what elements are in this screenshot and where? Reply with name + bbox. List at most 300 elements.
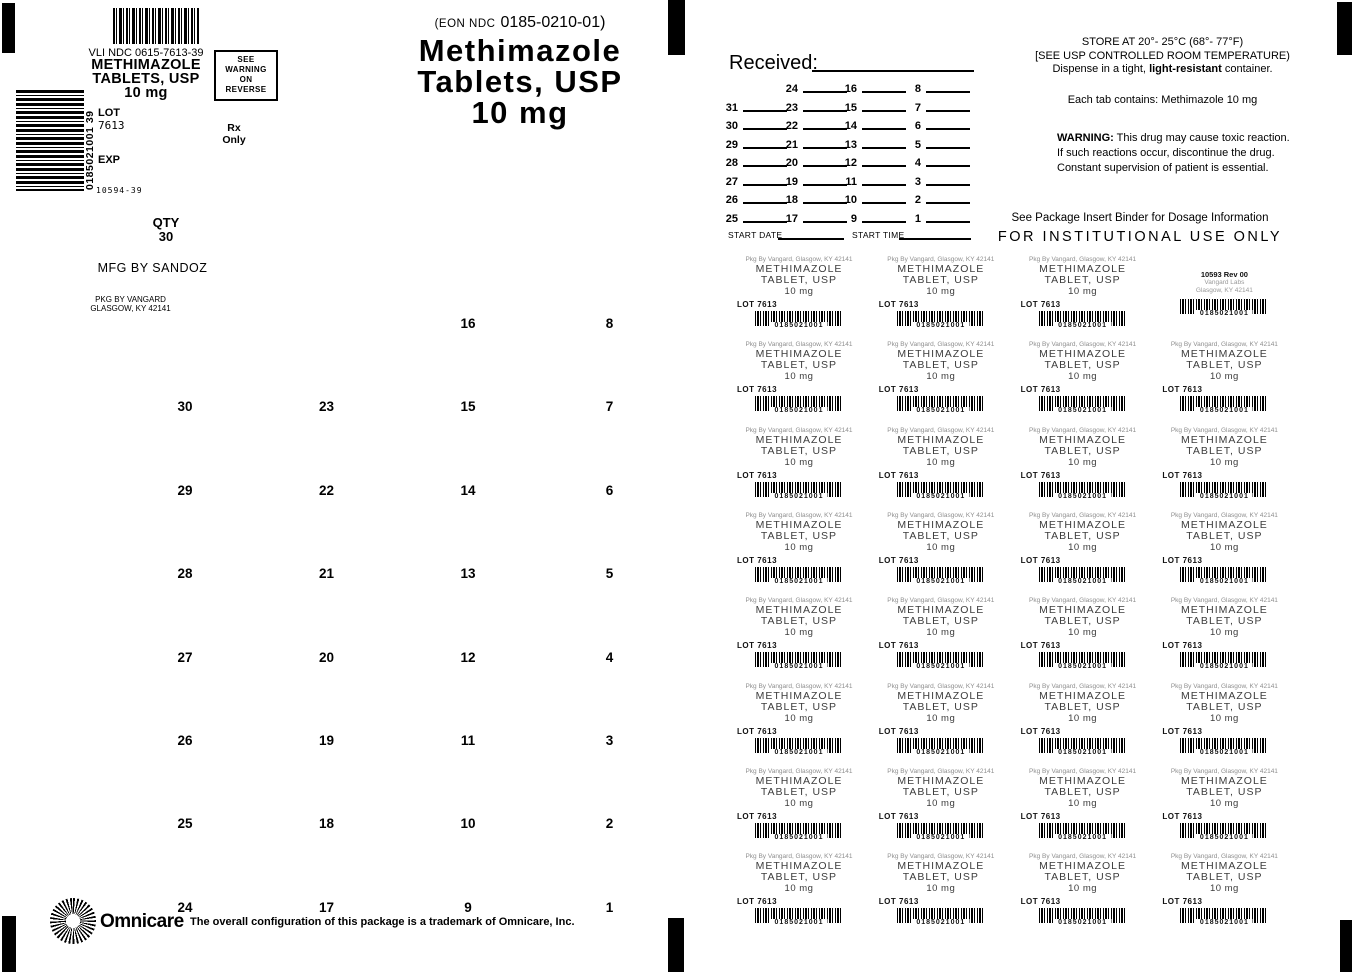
unit-strength: 10 mg — [784, 712, 814, 724]
unit-barcode-number: 0185021001 — [1196, 493, 1253, 501]
unit-barcode — [1180, 299, 1268, 317]
unit-strength: 10 mg — [926, 456, 956, 468]
unit-barcode-number: 0185021001 — [1054, 578, 1111, 586]
unit-drug-name2: TABLET, USP — [1186, 785, 1263, 798]
unit-barcode — [1180, 567, 1268, 585]
calendar-day-number: 14 — [844, 120, 857, 132]
unit-pkg-line: Pkg By Vangard, Glasgow, KY 42141 — [1170, 341, 1278, 349]
unit-strength: 10 mg — [784, 286, 814, 297]
received-blank-line — [812, 70, 974, 72]
unit-pkg-line: Pkg By Vangard, Glasgow, KY 42141 — [1029, 341, 1137, 349]
unit-barcode — [1039, 738, 1127, 756]
unit-label — [875, 511, 1007, 585]
unit-barcode — [897, 482, 985, 500]
see-warning-box — [214, 50, 278, 101]
page-title-line2: Tablets, USP — [417, 64, 623, 99]
unit-lot-line: LOT 7613 — [878, 470, 919, 480]
unit-strength: 10 mg — [1209, 712, 1239, 724]
calendar-day — [899, 195, 970, 206]
calendar-day — [899, 177, 970, 188]
unit-drug-name2: TABLET, USP — [902, 529, 979, 542]
unit-strength: 10 mg — [1068, 883, 1098, 895]
unit-pkg-line: Pkg By Vangard, Glasgow, KY 42141 — [887, 767, 995, 775]
unit-drug-name2: TABLET, USP — [902, 359, 979, 372]
unit-barcode — [1039, 908, 1127, 927]
unit-drug-name2: TABLET, USP — [902, 700, 979, 713]
unit-barcode-number: 0185021001 — [1196, 578, 1253, 586]
calendar-day — [899, 158, 970, 169]
pkg-line1: PKG BY VANGARD — [95, 295, 166, 304]
unit-drug-name2: TABLET, USP — [1044, 444, 1121, 457]
dispense-line: Dispense in a tight, light-resistant container. — [1052, 63, 1273, 75]
rev-code-line: 10593 Rev 00 — [1200, 270, 1248, 279]
mfg-line: MFG BY SANDOZ — [97, 261, 208, 275]
unit-strength: 10 mg — [784, 371, 814, 383]
unit-drug-name1: METHIMAZOLE — [755, 348, 843, 361]
day-number: 8 — [605, 316, 614, 331]
day-number: 18 — [318, 816, 335, 832]
warning-label: WARNING: — [1057, 132, 1114, 144]
unit-strength: 10 mg — [1209, 797, 1239, 809]
unit-drug-name1: METHIMAZOLE — [897, 774, 985, 787]
unit-label — [1158, 853, 1290, 927]
lot-value: 7613 — [98, 119, 125, 132]
day-number: 3 — [605, 733, 614, 748]
unit-pkg-line: Pkg By Vangard, Glasgow, KY 42141 — [745, 426, 853, 434]
unit-drug-name1: METHIMAZOLE — [1180, 518, 1268, 531]
calendar-day — [899, 103, 970, 114]
day-number: 5 — [605, 566, 614, 582]
unit-label — [1158, 511, 1290, 585]
unit-pkg-line: Pkg By Vangard, Glasgow, KY 42141 — [745, 853, 853, 861]
unit-drug-name1: METHIMAZOLE — [1039, 689, 1127, 702]
unit-drug-name2: TABLET, USP — [902, 274, 979, 286]
calendar-day-number: 3 — [914, 175, 921, 188]
unit-barcode — [1180, 396, 1268, 415]
calendar-day-number: 22 — [785, 120, 798, 132]
unit-drug-name1: METHIMAZOLE — [897, 348, 985, 361]
unit-barcode — [1180, 738, 1268, 756]
calendar-day-number: 12 — [844, 157, 857, 169]
day-number: 6 — [605, 482, 614, 498]
start-time-blank-line — [899, 238, 971, 240]
unit-pkg-line: Pkg By Vangard, Glasgow, KY 42141 — [745, 256, 853, 263]
unit-pkg-line: Pkg By Vangard, Glasgow, KY 42141 — [745, 767, 853, 775]
unit-barcode — [1039, 652, 1127, 671]
calendar-day — [835, 103, 906, 114]
unit-lot-line: LOT 7613 — [878, 726, 919, 736]
unit-lot-line: LOT 7613 — [737, 897, 778, 907]
unit-drug-name2: TABLET, USP — [1186, 359, 1263, 372]
unit-barcode-number: 0185021001 — [771, 919, 828, 927]
unit-pkg-line: Pkg By Vangard, Glasgow, KY 42141 — [1029, 597, 1137, 605]
calendar-day — [835, 158, 906, 169]
unit-drug-name1: METHIMAZOLE — [755, 433, 843, 446]
unit-lot-line: LOT 7613 — [1020, 300, 1061, 309]
calendar-day — [899, 140, 970, 151]
unit-label — [1158, 341, 1290, 415]
day-number: 22 — [318, 482, 335, 498]
unit-drug-name1: METHIMAZOLE — [755, 860, 843, 873]
unit-barcode-number: 0185021001 — [1054, 749, 1111, 757]
day-number: 28 — [177, 566, 193, 582]
unit-label — [733, 511, 865, 585]
exp-label: EXP — [98, 154, 121, 166]
calendar-blank-line — [926, 184, 970, 186]
calendar-day — [835, 214, 906, 225]
unit-drug-name1: METHIMAZOLE — [897, 433, 985, 446]
unit-drug-name1: METHIMAZOLE — [755, 689, 843, 702]
unit-label — [733, 597, 865, 671]
unit-lot-line: LOT 7613 — [737, 726, 778, 736]
unit-drug-name2: TABLET, USP — [1044, 785, 1121, 798]
calendar-day-number: 26 — [725, 194, 738, 206]
unit-drug-name1: METHIMAZOLE — [755, 604, 843, 617]
unit-barcode-number: 0185021001 — [912, 749, 969, 757]
unit-drug-name2: TABLET, USP — [1186, 700, 1263, 713]
unit-drug-name1: METHIMAZOLE — [897, 604, 985, 617]
unit-barcode-number: 0185021001 — [1054, 322, 1111, 330]
unit-barcode-number: 0185021001 — [912, 578, 969, 586]
unit-lot-line: LOT 7613 — [878, 811, 919, 821]
registration-mark — [668, 918, 684, 972]
unit-drug-name2: TABLET, USP — [902, 871, 979, 884]
rev-labs-line: Vangard Labs — [1204, 279, 1245, 286]
day-number: 29 — [177, 482, 193, 498]
unit-label — [1158, 597, 1290, 671]
unit-drug-name1: METHIMAZOLE — [1039, 433, 1127, 446]
day-number: 1 — [605, 899, 614, 915]
calendar-day-number: 4 — [914, 157, 921, 169]
day-number: 2 — [605, 816, 614, 832]
unit-drug-name2: TABLET, USP — [902, 785, 979, 798]
unit-strength: 10 mg — [784, 797, 814, 809]
calendar-day-number: 16 — [844, 83, 857, 95]
unit-label — [875, 853, 1007, 927]
day-number: 17 — [318, 899, 335, 915]
unit-drug-name2: TABLET, USP — [760, 615, 838, 628]
day-number: 13 — [460, 566, 476, 582]
unit-lot-line: LOT 7613 — [737, 300, 778, 309]
unit-barcode-number: 0185021001 — [771, 407, 828, 415]
calendar-blank-line — [926, 165, 970, 167]
unit-lot-line: LOT 7613 — [737, 385, 778, 395]
received-label: Received: — [729, 52, 818, 74]
calendar-day-number: 25 — [725, 212, 738, 225]
unit-barcode — [1180, 482, 1268, 500]
unit-drug-name2: TABLET, USP — [902, 444, 979, 457]
unit-strength: 10 mg — [1209, 456, 1239, 468]
unit-barcode-number: 0185021001 — [1196, 919, 1253, 927]
unit-pkg-line: Pkg By Vangard, Glasgow, KY 42141 — [1029, 853, 1137, 861]
page-title-line3: 10 mg — [471, 95, 569, 130]
unit-barcode-number: 0185021001 — [1196, 834, 1253, 842]
unit-barcode — [897, 311, 985, 329]
rev-city-line: Glasgow, KY 42141 — [1195, 287, 1253, 294]
unit-pkg-line: Pkg By Vangard, Glasgow, KY 42141 — [887, 341, 995, 349]
unit-drug-name2: TABLET, USP — [1186, 615, 1263, 628]
unit-pkg-line: Pkg By Vangard, Glasgow, KY 42141 — [1170, 426, 1278, 434]
upc-barcode — [113, 8, 199, 44]
unit-pkg-line: Pkg By Vangard, Glasgow, KY 42141 — [1029, 682, 1137, 690]
unit-strength: 10 mg — [1068, 712, 1098, 724]
unit-barcode-number: 0185021001 — [912, 834, 969, 842]
unit-lot-line: LOT 7613 — [1162, 811, 1203, 821]
day-number: 9 — [464, 899, 472, 915]
calendar-day-number: 20 — [785, 157, 798, 169]
calendar-day — [835, 121, 906, 132]
unit-label — [875, 426, 1007, 500]
unit-drug-name2: TABLET, USP — [902, 615, 979, 628]
unit-pkg-line: Pkg By Vangard, Glasgow, KY 42141 — [1170, 511, 1278, 519]
unit-lot-line: LOT 7613 — [878, 300, 919, 309]
unit-strength: 10 mg — [926, 627, 956, 639]
unit-label — [1017, 853, 1149, 927]
calendar-day-number: 11 — [845, 175, 857, 188]
unit-lot-line: LOT 7613 — [878, 641, 919, 651]
unit-strength: 10 mg — [926, 883, 956, 895]
calendar-blank-line — [926, 110, 970, 112]
unit-pkg-line: Pkg By Vangard, Glasgow, KY 42141 — [745, 511, 853, 519]
warning-box-line: SEE — [237, 55, 255, 64]
unit-label — [1017, 256, 1149, 329]
unit-label — [875, 256, 1007, 329]
unit-lot-line: LOT 7613 — [1162, 641, 1203, 651]
plate-code: 10594-39 — [96, 186, 143, 195]
unit-lot-line: LOT 7613 — [1020, 555, 1061, 565]
calendar-day-number: 15 — [844, 101, 857, 114]
unit-lot-line: LOT 7613 — [1020, 641, 1061, 651]
unit-strength: 10 mg — [1068, 371, 1098, 383]
drug-strength: 10 mg — [124, 85, 168, 101]
unit-label — [875, 682, 1007, 756]
registration-mark — [1337, 2, 1352, 55]
calendar-day-number: 2 — [914, 194, 921, 206]
unit-strength: 10 mg — [1068, 541, 1098, 553]
unit-barcode — [755, 908, 843, 927]
qty-value: 30 — [158, 229, 174, 244]
institutional-line: FOR INSTITUTIONAL USE ONLY — [997, 229, 1283, 245]
day-number: 7 — [605, 399, 614, 415]
unit-barcode — [755, 311, 843, 329]
unit-barcode — [1180, 823, 1268, 841]
unit-strength: 10 mg — [926, 712, 956, 724]
unit-label — [1158, 426, 1290, 500]
unit-label — [1017, 426, 1149, 500]
unit-label — [733, 853, 865, 927]
unit-drug-name1: METHIMAZOLE — [1180, 604, 1268, 617]
unit-drug-name2: TABLET, USP — [1044, 700, 1121, 713]
calendar-day — [899, 84, 970, 95]
calendar-day-number: 21 — [785, 138, 798, 151]
warning-box-line: REVERSE — [225, 85, 267, 94]
unit-lot-line: LOT 7613 — [878, 385, 919, 395]
unit-drug-name1: METHIMAZOLE — [1180, 433, 1268, 446]
calendar-day — [899, 121, 970, 132]
unit-strength: 10 mg — [784, 456, 814, 468]
contains-line: Each tab contains: Methimazole 10 mg — [1067, 94, 1258, 106]
start-date-label: START DATE — [728, 230, 783, 240]
unit-drug-name2: TABLET, USP — [760, 274, 838, 286]
unit-barcode-number: 0185021001 — [771, 834, 828, 842]
unit-label — [1017, 767, 1149, 841]
unit-barcode — [1039, 823, 1127, 841]
unit-drug-name2: TABLET, USP — [1044, 359, 1121, 372]
unit-barcode-number: 0185021001 — [1054, 493, 1111, 501]
calendar-blank-line — [926, 91, 970, 93]
unit-label — [875, 597, 1007, 671]
unit-drug-name2: TABLET, USP — [1044, 871, 1121, 884]
rx-line1: Rx — [227, 122, 241, 134]
unit-drug-name1: METHIMAZOLE — [1039, 604, 1127, 617]
unit-drug-name2: TABLET, USP — [760, 871, 838, 884]
unit-pkg-line: Pkg By Vangard, Glasgow, KY 42141 — [1170, 767, 1278, 775]
calendar-day-number: 1 — [914, 212, 921, 225]
unit-drug-name2: TABLET, USP — [1044, 615, 1121, 628]
unit-pkg-line: Pkg By Vangard, Glasgow, KY 42141 — [887, 426, 995, 434]
unit-label — [733, 426, 865, 500]
calendar-day — [899, 214, 970, 225]
unit-drug-name1: METHIMAZOLE — [1180, 774, 1268, 787]
unit-drug-name1: METHIMAZOLE — [897, 263, 985, 275]
day-number: 14 — [460, 482, 476, 498]
unit-label — [1017, 682, 1149, 756]
unit-pkg-line: Pkg By Vangard, Glasgow, KY 42141 — [1170, 682, 1278, 690]
unit-strength: 10 mg — [926, 797, 956, 809]
calendar-day-number: 5 — [914, 138, 921, 151]
unit-barcode-number: 0185021001 — [771, 322, 828, 330]
day-number: 21 — [318, 566, 335, 582]
unit-drug-name1: METHIMAZOLE — [1180, 348, 1268, 361]
storage-line2: [SEE USP CONTROLLED ROOM TEMPERATURE) — [1035, 49, 1290, 62]
unit-barcode-number: 0185021001 — [1196, 407, 1253, 415]
unit-drug-name1: METHIMAZOLE — [1039, 774, 1127, 787]
calendar-day-number: 8 — [914, 83, 921, 95]
calendar-day-number: 9 — [850, 212, 857, 225]
unit-lot-line: LOT 7613 — [1020, 470, 1061, 480]
unit-barcode-number: 0185021001 — [1196, 310, 1253, 318]
day-number: 19 — [318, 733, 335, 748]
unit-barcode — [1039, 311, 1127, 329]
unit-drug-name2: TABLET, USP — [1186, 529, 1263, 542]
unit-lot-line: LOT 7613 — [737, 811, 778, 821]
warning-box-line: ON — [239, 75, 253, 84]
unit-drug-name2: TABLET, USP — [760, 359, 838, 372]
unit-barcode — [1180, 908, 1268, 927]
day-number: 23 — [318, 399, 335, 415]
unit-drug-name1: METHIMAZOLE — [755, 263, 843, 275]
day-number: 20 — [318, 649, 335, 665]
unit-lot-line: LOT 7613 — [737, 555, 778, 565]
rx-line2: Only — [222, 134, 246, 146]
header-ndc-prefix: (EON NDC — [434, 18, 496, 30]
registration-mark — [2, 916, 16, 972]
unit-lot-line: LOT 7613 — [1162, 555, 1203, 565]
calendar-day-number: 18 — [785, 194, 798, 206]
start-time-label: START TIME — [852, 230, 905, 240]
trademark-line: The overall configuration of this package is a trademark of Omnicare, Inc. — [190, 916, 575, 928]
unit-pkg-line: Pkg By Vangard, Glasgow, KY 42141 — [745, 341, 853, 349]
unit-drug-name1: METHIMAZOLE — [755, 518, 843, 531]
header-ndc — [380, 14, 660, 32]
unit-drug-name2: TABLET, USP — [1186, 871, 1263, 884]
calendar-day-number: 27 — [725, 175, 738, 188]
day-number: 15 — [460, 399, 476, 415]
side-barcode-number: 0185021001 39 — [84, 110, 96, 190]
unit-barcode-number: 0185021001 — [1054, 834, 1111, 842]
unit-strength: 10 mg — [1068, 627, 1098, 639]
start-date-blank-line — [778, 238, 844, 240]
rx-only — [210, 122, 258, 146]
unit-strength: 10 mg — [1209, 883, 1239, 895]
unit-barcode-number: 0185021001 — [912, 407, 969, 415]
warning-box-line: WARNING — [225, 65, 267, 74]
unit-barcode — [897, 823, 985, 841]
unit-strength: 10 mg — [784, 627, 814, 639]
unit-barcode — [1039, 482, 1127, 500]
calendar-day-number: 13 — [844, 138, 857, 151]
calendar-blank-line — [926, 202, 970, 204]
unit-strength: 10 mg — [784, 541, 814, 553]
unit-lot-line: LOT 7613 — [878, 555, 919, 565]
day-number: 4 — [605, 649, 614, 665]
unit-barcode — [897, 652, 985, 671]
unit-lot-line: LOT 7613 — [1020, 726, 1061, 736]
unit-drug-name1: METHIMAZOLE — [1039, 348, 1127, 361]
calendar-day-number: 19 — [785, 175, 798, 188]
unit-pkg-line: Pkg By Vangard, Glasgow, KY 42141 — [887, 256, 995, 263]
unit-drug-name1: METHIMAZOLE — [1039, 263, 1127, 275]
day-number: 25 — [177, 816, 193, 832]
pkg-line2: GLASGOW, KY 42141 — [90, 304, 171, 313]
unit-drug-name1: METHIMAZOLE — [755, 774, 843, 787]
ndc-line: VLI NDC 0615-7613-39 — [88, 47, 204, 59]
unit-strength: 10 mg — [926, 286, 956, 297]
unit-barcode — [1039, 396, 1127, 415]
lot-label: LOT — [98, 107, 120, 119]
unit-drug-name2: TABLET, USP — [760, 444, 838, 457]
unit-barcode — [755, 396, 843, 415]
dispense-bold: light-resistant — [1149, 63, 1222, 75]
unit-barcode-number: 0185021001 — [771, 749, 828, 757]
calendar-day — [835, 177, 906, 188]
unit-drug-name2: TABLET, USP — [760, 529, 838, 542]
unit-barcode — [897, 738, 985, 756]
unit-label — [875, 767, 1007, 841]
calendar-day — [835, 140, 906, 151]
unit-drug-name1: METHIMAZOLE — [897, 518, 985, 531]
unit-pkg-line: Pkg By Vangard, Glasgow, KY 42141 — [887, 853, 995, 861]
unit-drug-name2: TABLET, USP — [760, 785, 838, 798]
unit-pkg-line: Pkg By Vangard, Glasgow, KY 42141 — [1170, 597, 1278, 605]
unit-strength: 10 mg — [784, 883, 814, 895]
unit-lot-line: LOT 7613 — [1020, 385, 1061, 395]
unit-barcode-number: 0185021001 — [771, 578, 828, 586]
unit-barcode — [755, 652, 843, 671]
unit-barcode-number: 0185021001 — [1196, 749, 1253, 757]
day-number: 27 — [177, 649, 193, 665]
ladder-barcode — [16, 90, 84, 191]
unit-drug-name1: METHIMAZOLE — [1180, 689, 1268, 702]
day-number: 26 — [177, 733, 193, 748]
unit-barcode-number: 0185021001 — [1054, 919, 1111, 927]
unit-lot-line: LOT 7613 — [1162, 726, 1203, 736]
day-number: 30 — [177, 399, 193, 415]
unit-barcode — [897, 567, 985, 585]
unit-barcode-number: 0185021001 — [912, 919, 969, 927]
unit-label — [733, 682, 865, 756]
unit-pkg-line: Pkg By Vangard, Glasgow, KY 42141 — [887, 597, 995, 605]
